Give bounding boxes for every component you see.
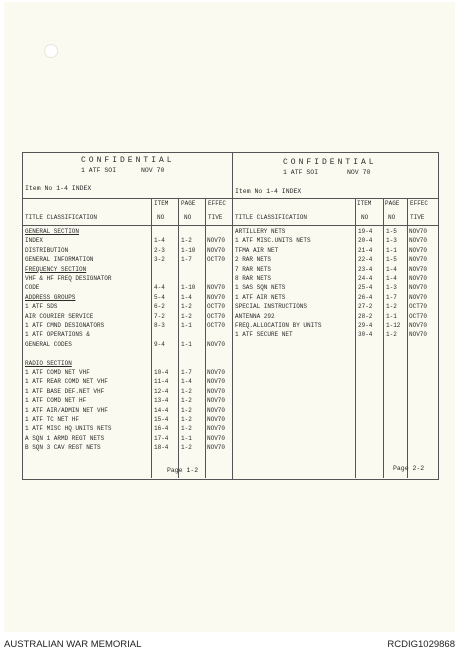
row-page-no: 1-2 [386,303,397,311]
header-item-no: NO [157,214,165,221]
row-title: ARTILLERY NETS [235,228,286,235]
row-effective: NOV70 [409,275,428,282]
row-item-no: 12-4 [154,387,169,395]
row-effective: NOV70 [207,293,226,301]
row-page-no: 1-7 [386,293,397,301]
row-item-no: 8-3 [154,322,165,329]
row-page-no: 1-2 [181,312,192,320]
row-effective: NOV70 [207,425,226,433]
row-title: 1 ATF BASE DEF.NET VHF [25,387,105,395]
row-title: 1 ATF COMD NET HF [25,397,87,405]
row-page-no: 1-7 [181,256,192,264]
row-item-no: 4-4 [154,284,165,292]
row-effective: OCT70 [409,303,428,311]
row-effective: NOV70 [207,387,226,395]
row-item-no: 9-4 [154,340,165,348]
row-title: FREQ.ALLOCATION BY UNITS [235,322,322,329]
page-number: Page 2-2 [393,465,425,472]
column-rule [178,198,179,478]
row-item-no: 21-4 [358,246,373,254]
row-item-no: 14-4 [154,406,169,414]
confidential-heading: CONFIDENTIAL [81,156,175,165]
column-rule [355,198,356,478]
row-title: 1 ATF AIR/ADMIN NET VHF [25,406,108,414]
row-item-no: 16-4 [154,425,169,433]
row-page-no: 1-1 [386,312,397,320]
column-rule [383,198,384,478]
row-page-no: 1-2 [181,425,192,433]
row-item-no: 15-4 [154,416,169,423]
row-title: 1 ATF MISC.UNITS NETS [235,237,311,245]
row-title: A SQN 1 ARMD REGT NETS [25,434,105,442]
row-page-no: 1-2 [181,416,192,423]
row-page-no: 1-10 [181,284,196,292]
soi-date: NOV 70 [141,167,165,174]
right-half [233,153,438,479]
row-title: DISTRIBUTION [25,246,69,254]
header-page-no: NO [388,214,396,221]
item-line: Item No 1-4 INDEX [25,185,92,192]
header-item-no: NO [361,214,369,221]
row-item-no: 27-2 [358,303,373,311]
row-title: 2 RAR NETS [235,256,272,264]
row-title: 1 ATF REAR COMD NET VHF [25,378,108,386]
page-number: Page 1-2 [167,467,199,474]
row-page-no: 1-2 [181,397,192,405]
soi-title: 1 ATF SOI [283,169,319,176]
row-item-no: 20-4 [358,237,373,245]
row-page-no: 1-2 [181,444,192,452]
soi-title: 1 ATF SOI [81,167,117,174]
row-effective: NOV70 [207,416,226,423]
divider [23,225,232,226]
row-title: 1 ATF OPERATIONS & [25,331,90,339]
divider [23,198,232,199]
row-effective: NOV70 [207,406,226,414]
item-line: Item No 1-4 INDEX [235,188,302,195]
row-page-no: 1-1 [181,340,192,348]
row-title: AIR COURIER SERVICE [25,312,94,320]
row-page-no: 1-4 [386,265,397,273]
row-title: INDEX [25,237,44,245]
row-effective: OCT70 [207,256,226,264]
row-page-no: 1-1 [181,434,192,442]
header-title: TITLE CLASSIFICATION [235,214,308,221]
row-effective: OCT70 [207,322,226,329]
row-effective: NOV70 [409,256,428,264]
row-item-no: 19-4 [358,228,373,235]
row-page-no: 1-7 [181,369,192,376]
column-rule [407,198,408,478]
row-item-no: 26-4 [358,293,373,301]
row-item-no: 7-2 [154,312,165,320]
confidential-heading: CONFIDENTIAL [283,158,377,167]
row-item-no: 13-4 [154,397,169,405]
row-page-no: 1-4 [386,275,397,282]
row-item-no: 11-4 [154,378,169,386]
archive-name: AUSTRALIAN WAR MEMORIAL [4,639,142,650]
row-effective: NOV70 [207,237,226,245]
row-item-no: 25-4 [358,284,373,292]
row-item-no: 1-4 [154,237,165,245]
row-effective: NOV70 [409,331,428,339]
row-effective: NOV70 [409,265,428,273]
row-title: 1 SAS SQN NETS [235,284,286,292]
header-item: ITEM [154,200,169,207]
row-page-no: 1-2 [386,331,397,339]
row-title: 1 ATF TC NET HF [25,416,80,423]
row-page-no: 1-2 [181,406,192,414]
row-title: ADDRESS GROUPS [25,293,76,301]
row-effective: NOV70 [409,246,428,254]
row-item-no: 3-2 [154,256,165,264]
header-title: TITLE CLASSIFICATION [25,214,98,221]
row-title: 8 RAR NETS [235,275,272,282]
row-item-no: 23-4 [358,265,373,273]
index-table [22,152,439,480]
row-effective: NOV70 [207,444,226,452]
soi-date: NOV 70 [347,169,371,176]
row-page-no: 1-1 [386,246,397,254]
row-title: 1 ATF MISC HQ UNITS NETS [25,425,112,433]
divider [233,225,438,226]
punch-hole [44,44,58,58]
row-page-no: 1-2 [181,237,192,245]
row-effective: NOV70 [207,378,226,386]
row-item-no: 30-4 [358,331,373,339]
row-page-no: 1-2 [181,387,192,395]
row-item-no: 24-4 [358,275,373,282]
row-effective: NOV70 [409,293,428,301]
row-title: GENERAL INFORMATION [25,256,94,264]
row-page-no: 1-4 [181,378,192,386]
row-page-no: 1-3 [386,237,397,245]
header-page: PAGE [181,200,196,207]
document-page [4,2,455,632]
row-effective: NOV70 [207,369,226,376]
header-tive: TIVE [208,214,223,221]
row-title: 7 RAR NETS [235,265,272,273]
row-item-no: 18-4 [154,444,169,452]
row-effective: OCT70 [409,312,428,320]
row-item-no: 17-4 [154,434,169,442]
row-page-no: 1-2 [181,303,192,311]
row-page-no: 1-5 [386,256,397,264]
row-title: GENERAL SECTION [25,228,80,235]
row-title: 1 ATF SDS [25,303,58,311]
row-title: ANTENNA 292 [235,312,275,320]
row-title: 1 ATF COMD NET VHF [25,369,90,376]
row-effective: NOV70 [409,237,428,245]
row-effective: NOV70 [409,284,428,292]
row-item-no: 10-4 [154,369,169,376]
row-effective: OCT70 [207,312,226,320]
header-tive: TIVE [410,214,425,221]
archive-id: RCDIG1029868 [387,639,455,650]
row-title: 1 ATF AIR NETS [235,293,286,301]
header-effec: EFFEC [208,200,227,207]
row-page-no: 1-12 [386,322,401,329]
row-title: FREQUENCY SECTION [25,265,87,273]
row-item-no: 28-2 [358,312,373,320]
row-effective: OCT70 [207,303,226,311]
header-effec: EFFEC [410,200,429,207]
row-title: VHF & HF FREQ DESIGNATOR [25,275,112,282]
row-page-no: 1-5 [386,228,397,235]
row-effective: NOV70 [207,246,226,254]
row-effective: NOV70 [207,397,226,405]
column-rule [151,198,152,478]
row-effective: NOV70 [409,322,428,329]
row-title: TFMA AIR NET [235,246,279,254]
row-page-no: 1-4 [181,293,192,301]
row-title: GENERAL CODES [25,340,72,348]
row-page-no: 1-3 [386,284,397,292]
row-effective: NOV70 [409,228,428,235]
column-rule [205,198,206,478]
row-page-no: 1-1 [181,322,192,329]
row-title: B SQN 3 CAV REGT NETS [25,444,101,452]
row-title: SPECIAL INSTRUCTIONS [235,303,308,311]
row-item-no: 22-4 [358,256,373,264]
row-page-no: 1-10 [181,246,196,254]
row-effective: NOV70 [207,434,226,442]
row-title: RADIO SECTION [25,359,72,367]
left-half [23,153,233,479]
row-title: 1 ATF CMND DESIGNATORS [25,322,105,329]
row-title: 1 ATF SECURE NET [235,331,293,339]
row-effective: NOV70 [207,340,226,348]
header-item: ITEM [357,200,372,207]
row-item-no: 2-3 [154,246,165,254]
row-item-no: 6-2 [154,303,165,311]
row-title: CODE [25,284,40,292]
row-item-no: 5-4 [154,293,165,301]
header-page: PAGE [385,200,400,207]
header-page-no: NO [184,214,192,221]
row-item-no: 29-4 [358,322,373,329]
row-effective: NOV70 [207,284,226,292]
